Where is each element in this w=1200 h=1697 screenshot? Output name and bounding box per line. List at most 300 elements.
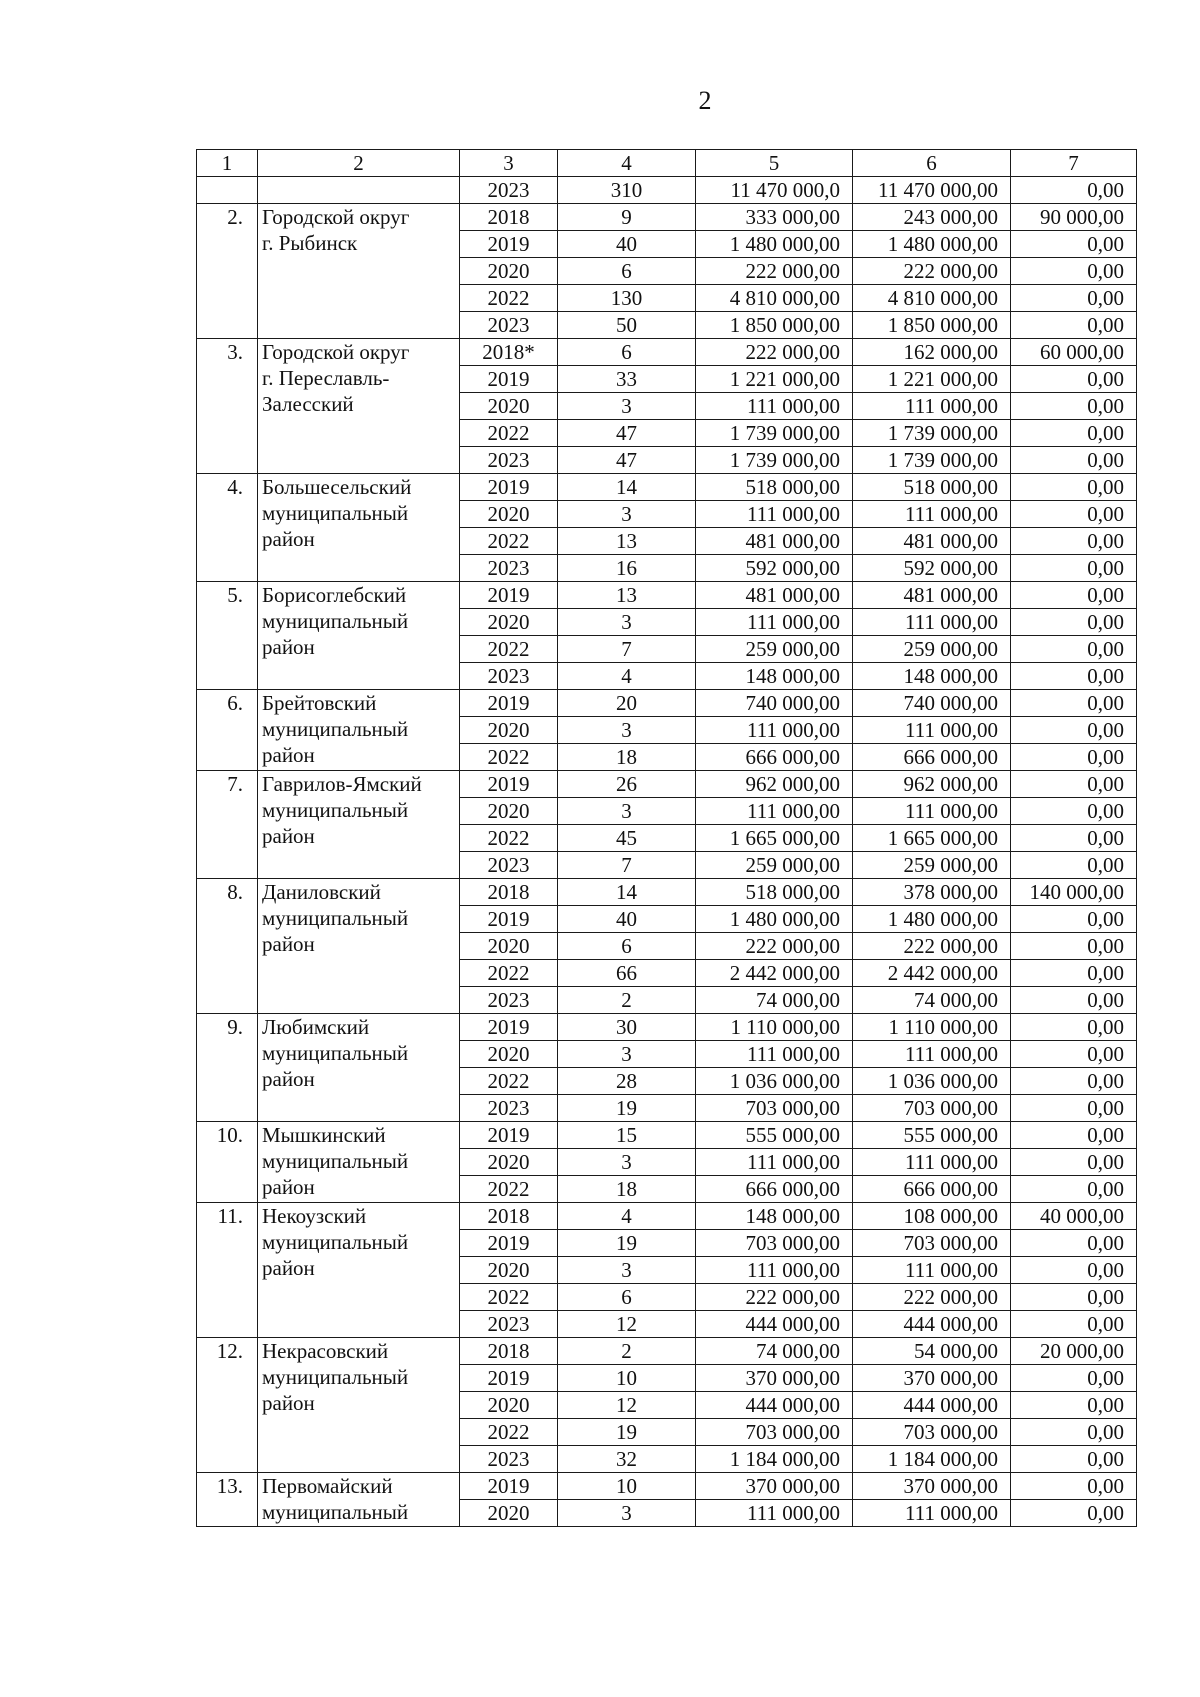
year-cell: 2018 — [460, 879, 558, 906]
count-cell: 40 — [558, 231, 696, 258]
total-amount-cell: 555 000,00 — [696, 1122, 853, 1149]
other-amount-cell: 0,00 — [1011, 177, 1137, 204]
total-amount-cell: 111 000,00 — [696, 1500, 853, 1527]
column-number-row — [197, 150, 1137, 177]
row-number-cell: 10. — [197, 1122, 258, 1203]
other-amount-cell: 0,00 — [1011, 258, 1137, 285]
other-amount-cell: 0,00 — [1011, 609, 1137, 636]
year-cell: 2020 — [460, 1392, 558, 1419]
count-cell: 14 — [558, 474, 696, 501]
table-row — [197, 690, 1137, 717]
count-cell: 310 — [558, 177, 696, 204]
count-cell: 16 — [558, 555, 696, 582]
regional-amount-cell: 259 000,00 — [853, 636, 1011, 663]
total-amount-cell: 444 000,00 — [696, 1392, 853, 1419]
year-cell: 2020 — [460, 933, 558, 960]
year-cell: 2020 — [460, 258, 558, 285]
total-amount-cell: 148 000,00 — [696, 663, 853, 690]
count-cell: 18 — [558, 1176, 696, 1203]
year-cell: 2019 — [460, 582, 558, 609]
other-amount-cell: 0,00 — [1011, 1392, 1137, 1419]
other-amount-cell: 0,00 — [1011, 420, 1137, 447]
count-cell: 47 — [558, 447, 696, 474]
column-number: 4 — [558, 150, 696, 177]
total-amount-cell: 1 110 000,00 — [696, 1014, 853, 1041]
row-number-cell: 13. — [197, 1473, 258, 1527]
municipality-name-cell: Некоузский муниципальный район — [258, 1203, 460, 1338]
year-cell: 2023 — [460, 555, 558, 582]
other-amount-cell: 0,00 — [1011, 1446, 1137, 1473]
other-amount-cell: 0,00 — [1011, 960, 1137, 987]
other-amount-cell: 0,00 — [1011, 825, 1137, 852]
table-row — [197, 771, 1137, 798]
total-amount-cell: 740 000,00 — [696, 690, 853, 717]
total-amount-cell: 111 000,00 — [696, 798, 853, 825]
year-cell: 2022 — [460, 1176, 558, 1203]
regional-amount-cell: 370 000,00 — [853, 1473, 1011, 1500]
regional-amount-cell: 703 000,00 — [853, 1419, 1011, 1446]
regional-amount-cell: 1 480 000,00 — [853, 906, 1011, 933]
year-cell: 2020 — [460, 717, 558, 744]
year-cell: 2022 — [460, 636, 558, 663]
year-cell: 2019 — [460, 1122, 558, 1149]
row-number-cell: 3. — [197, 339, 258, 474]
total-amount-cell: 111 000,00 — [696, 393, 853, 420]
count-cell: 14 — [558, 879, 696, 906]
regional-amount-cell: 1 184 000,00 — [853, 1446, 1011, 1473]
regional-amount-cell: 111 000,00 — [853, 1149, 1011, 1176]
regional-amount-cell: 222 000,00 — [853, 258, 1011, 285]
total-amount-cell: 4 810 000,00 — [696, 285, 853, 312]
other-amount-cell: 0,00 — [1011, 933, 1137, 960]
row-number-cell: 7. — [197, 771, 258, 879]
count-cell: 66 — [558, 960, 696, 987]
total-amount-cell: 222 000,00 — [696, 933, 853, 960]
municipality-name-cell: Некрасовский муниципальный район — [258, 1338, 460, 1473]
regional-amount-cell: 108 000,00 — [853, 1203, 1011, 1230]
regional-amount-cell: 111 000,00 — [853, 393, 1011, 420]
other-amount-cell: 20 000,00 — [1011, 1338, 1137, 1365]
regional-amount-cell: 666 000,00 — [853, 1176, 1011, 1203]
total-amount-cell: 1 184 000,00 — [696, 1446, 853, 1473]
municipality-name-cell: Борисоглебский муниципальный район — [258, 582, 460, 690]
column-number: 1 — [197, 150, 258, 177]
count-cell: 2 — [558, 987, 696, 1014]
row-number-cell: 6. — [197, 690, 258, 771]
other-amount-cell: 0,00 — [1011, 1419, 1137, 1446]
total-amount-cell: 259 000,00 — [696, 852, 853, 879]
count-cell: 7 — [558, 852, 696, 879]
count-cell: 2 — [558, 1338, 696, 1365]
count-cell: 3 — [558, 1257, 696, 1284]
year-cell: 2020 — [460, 1041, 558, 1068]
year-cell: 2023 — [460, 1446, 558, 1473]
other-amount-cell: 0,00 — [1011, 231, 1137, 258]
count-cell: 28 — [558, 1068, 696, 1095]
other-amount-cell: 0,00 — [1011, 1473, 1137, 1500]
regional-amount-cell: 481 000,00 — [853, 582, 1011, 609]
year-cell: 2022 — [460, 528, 558, 555]
regional-amount-cell: 740 000,00 — [853, 690, 1011, 717]
total-amount-cell: 444 000,00 — [696, 1311, 853, 1338]
year-cell: 2022 — [460, 1284, 558, 1311]
count-cell: 130 — [558, 285, 696, 312]
regional-amount-cell: 703 000,00 — [853, 1095, 1011, 1122]
other-amount-cell: 0,00 — [1011, 366, 1137, 393]
regional-amount-cell: 444 000,00 — [853, 1392, 1011, 1419]
table-row — [197, 474, 1137, 501]
count-cell: 40 — [558, 906, 696, 933]
total-amount-cell: 1 850 000,00 — [696, 312, 853, 339]
count-cell: 50 — [558, 312, 696, 339]
year-cell: 2022 — [460, 744, 558, 771]
regional-amount-cell: 444 000,00 — [853, 1311, 1011, 1338]
other-amount-cell: 0,00 — [1011, 528, 1137, 555]
year-cell: 2023 — [460, 852, 558, 879]
count-cell: 47 — [558, 420, 696, 447]
year-cell: 2020 — [460, 609, 558, 636]
total-amount-cell: 2 442 000,00 — [696, 960, 853, 987]
regional-amount-cell: 54 000,00 — [853, 1338, 1011, 1365]
year-cell: 2023 — [460, 312, 558, 339]
year-cell: 2023 — [460, 663, 558, 690]
year-cell: 2022 — [460, 825, 558, 852]
other-amount-cell: 0,00 — [1011, 555, 1137, 582]
total-amount-cell: 518 000,00 — [696, 474, 853, 501]
year-cell: 2022 — [460, 285, 558, 312]
regional-amount-cell: 555 000,00 — [853, 1122, 1011, 1149]
year-cell: 2019 — [460, 1014, 558, 1041]
year-cell: 2022 — [460, 1068, 558, 1095]
year-cell: 2022 — [460, 960, 558, 987]
row-number-cell — [197, 177, 258, 204]
municipality-name-cell: Любимский муниципальный район — [258, 1014, 460, 1122]
table-body — [197, 150, 1137, 1527]
other-amount-cell: 0,00 — [1011, 1068, 1137, 1095]
other-amount-cell: 0,00 — [1011, 636, 1137, 663]
total-amount-cell: 1 480 000,00 — [696, 231, 853, 258]
municipality-name-cell — [258, 177, 460, 204]
regional-amount-cell: 111 000,00 — [853, 798, 1011, 825]
total-amount-cell: 1 665 000,00 — [696, 825, 853, 852]
count-cell: 3 — [558, 1500, 696, 1527]
count-cell: 6 — [558, 339, 696, 366]
other-amount-cell: 0,00 — [1011, 1014, 1137, 1041]
other-amount-cell: 0,00 — [1011, 1176, 1137, 1203]
count-cell: 15 — [558, 1122, 696, 1149]
regional-amount-cell: 378 000,00 — [853, 879, 1011, 906]
table-row — [197, 339, 1137, 366]
total-amount-cell: 111 000,00 — [696, 1149, 853, 1176]
count-cell: 3 — [558, 393, 696, 420]
total-amount-cell: 111 000,00 — [696, 1041, 853, 1068]
count-cell: 33 — [558, 366, 696, 393]
count-cell: 3 — [558, 1041, 696, 1068]
other-amount-cell: 0,00 — [1011, 1230, 1137, 1257]
table-row — [197, 1473, 1137, 1500]
other-amount-cell: 0,00 — [1011, 474, 1137, 501]
total-amount-cell: 481 000,00 — [696, 582, 853, 609]
table-row — [197, 177, 1137, 204]
regional-amount-cell: 2 442 000,00 — [853, 960, 1011, 987]
other-amount-cell: 140 000,00 — [1011, 879, 1137, 906]
column-number: 2 — [258, 150, 460, 177]
count-cell: 32 — [558, 1446, 696, 1473]
regional-amount-cell: 1 036 000,00 — [853, 1068, 1011, 1095]
regional-amount-cell: 1 221 000,00 — [853, 366, 1011, 393]
other-amount-cell: 0,00 — [1011, 1284, 1137, 1311]
other-amount-cell: 0,00 — [1011, 285, 1137, 312]
regional-amount-cell: 666 000,00 — [853, 744, 1011, 771]
regional-amount-cell: 1 480 000,00 — [853, 231, 1011, 258]
regional-amount-cell: 243 000,00 — [853, 204, 1011, 231]
count-cell: 20 — [558, 690, 696, 717]
count-cell: 18 — [558, 744, 696, 771]
regional-amount-cell: 259 000,00 — [853, 852, 1011, 879]
year-cell: 2020 — [460, 798, 558, 825]
year-cell: 2023 — [460, 447, 558, 474]
total-amount-cell: 1 739 000,00 — [696, 420, 853, 447]
total-amount-cell: 111 000,00 — [696, 717, 853, 744]
regional-amount-cell: 111 000,00 — [853, 1257, 1011, 1284]
year-cell: 2019 — [460, 906, 558, 933]
municipality-name-cell: Мышкинский муниципальный район — [258, 1122, 460, 1203]
regional-amount-cell: 111 000,00 — [853, 1041, 1011, 1068]
other-amount-cell: 0,00 — [1011, 1311, 1137, 1338]
year-cell: 2020 — [460, 393, 558, 420]
year-cell: 2023 — [460, 987, 558, 1014]
other-amount-cell: 0,00 — [1011, 1365, 1137, 1392]
count-cell: 6 — [558, 933, 696, 960]
row-number-cell: 11. — [197, 1203, 258, 1338]
year-cell: 2018 — [460, 204, 558, 231]
count-cell: 13 — [558, 582, 696, 609]
total-amount-cell: 1 221 000,00 — [696, 366, 853, 393]
count-cell: 19 — [558, 1419, 696, 1446]
other-amount-cell: 0,00 — [1011, 1500, 1137, 1527]
count-cell: 4 — [558, 1203, 696, 1230]
regional-amount-cell: 481 000,00 — [853, 528, 1011, 555]
regional-amount-cell: 74 000,00 — [853, 987, 1011, 1014]
regional-amount-cell: 111 000,00 — [853, 609, 1011, 636]
column-number: 3 — [460, 150, 558, 177]
row-number-cell: 2. — [197, 204, 258, 339]
year-cell: 2018* — [460, 339, 558, 366]
year-cell: 2020 — [460, 501, 558, 528]
total-amount-cell: 148 000,00 — [696, 1203, 853, 1230]
regional-amount-cell: 1 739 000,00 — [853, 420, 1011, 447]
total-amount-cell: 111 000,00 — [696, 1257, 853, 1284]
regional-amount-cell: 4 810 000,00 — [853, 285, 1011, 312]
total-amount-cell: 11 470 000,0 — [696, 177, 853, 204]
column-number: 5 — [696, 150, 853, 177]
row-number-cell: 5. — [197, 582, 258, 690]
regional-amount-cell: 148 000,00 — [853, 663, 1011, 690]
regional-amount-cell: 703 000,00 — [853, 1230, 1011, 1257]
regional-amount-cell: 592 000,00 — [853, 555, 1011, 582]
total-amount-cell: 703 000,00 — [696, 1095, 853, 1122]
count-cell: 3 — [558, 609, 696, 636]
regional-amount-cell: 370 000,00 — [853, 1365, 1011, 1392]
count-cell: 6 — [558, 258, 696, 285]
row-number-cell: 8. — [197, 879, 258, 1014]
count-cell: 45 — [558, 825, 696, 852]
regional-amount-cell: 162 000,00 — [853, 339, 1011, 366]
total-amount-cell: 74 000,00 — [696, 1338, 853, 1365]
year-cell: 2019 — [460, 474, 558, 501]
municipality-name-cell: Городской округ г. Переславль- Залесский — [258, 339, 460, 474]
table-row — [197, 1122, 1137, 1149]
count-cell: 10 — [558, 1365, 696, 1392]
regional-amount-cell: 1 110 000,00 — [853, 1014, 1011, 1041]
other-amount-cell: 0,00 — [1011, 1095, 1137, 1122]
year-cell: 2020 — [460, 1500, 558, 1527]
other-amount-cell: 40 000,00 — [1011, 1203, 1137, 1230]
row-number-cell: 12. — [197, 1338, 258, 1473]
count-cell: 4 — [558, 663, 696, 690]
count-cell: 10 — [558, 1473, 696, 1500]
total-amount-cell: 111 000,00 — [696, 501, 853, 528]
other-amount-cell: 0,00 — [1011, 1257, 1137, 1284]
regional-amount-cell: 962 000,00 — [853, 771, 1011, 798]
year-cell: 2023 — [460, 1095, 558, 1122]
total-amount-cell: 222 000,00 — [696, 258, 853, 285]
municipality-name-cell: Гаврилов-Ямский муниципальный район — [258, 771, 460, 879]
total-amount-cell: 703 000,00 — [696, 1419, 853, 1446]
regional-amount-cell: 111 000,00 — [853, 1500, 1011, 1527]
table-row — [197, 204, 1137, 231]
count-cell: 19 — [558, 1095, 696, 1122]
year-cell: 2018 — [460, 1338, 558, 1365]
total-amount-cell: 666 000,00 — [696, 744, 853, 771]
count-cell: 9 — [558, 204, 696, 231]
regional-amount-cell: 222 000,00 — [853, 1284, 1011, 1311]
year-cell: 2019 — [460, 1230, 558, 1257]
count-cell: 3 — [558, 501, 696, 528]
table-row — [197, 879, 1137, 906]
count-cell: 26 — [558, 771, 696, 798]
year-cell: 2022 — [460, 1419, 558, 1446]
year-cell: 2022 — [460, 420, 558, 447]
year-cell: 2023 — [460, 177, 558, 204]
column-number: 7 — [1011, 150, 1137, 177]
count-cell: 3 — [558, 717, 696, 744]
other-amount-cell: 0,00 — [1011, 447, 1137, 474]
regional-amount-cell: 1 739 000,00 — [853, 447, 1011, 474]
other-amount-cell: 0,00 — [1011, 1122, 1137, 1149]
regional-amount-cell: 111 000,00 — [853, 501, 1011, 528]
total-amount-cell: 518 000,00 — [696, 879, 853, 906]
municipality-name-cell: Большесельский муниципальный район — [258, 474, 460, 582]
total-amount-cell: 1 036 000,00 — [696, 1068, 853, 1095]
other-amount-cell: 0,00 — [1011, 852, 1137, 879]
row-number-cell: 9. — [197, 1014, 258, 1122]
regional-amount-cell: 11 470 000,00 — [853, 177, 1011, 204]
regional-amount-cell: 222 000,00 — [853, 933, 1011, 960]
other-amount-cell: 0,00 — [1011, 717, 1137, 744]
count-cell: 3 — [558, 1149, 696, 1176]
other-amount-cell: 0,00 — [1011, 582, 1137, 609]
municipality-name-cell: Даниловский муниципальный район — [258, 879, 460, 1014]
other-amount-cell: 60 000,00 — [1011, 339, 1137, 366]
count-cell: 7 — [558, 636, 696, 663]
other-amount-cell: 0,00 — [1011, 987, 1137, 1014]
regional-amount-cell: 111 000,00 — [853, 717, 1011, 744]
total-amount-cell: 666 000,00 — [696, 1176, 853, 1203]
count-cell: 3 — [558, 798, 696, 825]
other-amount-cell: 90 000,00 — [1011, 204, 1137, 231]
year-cell: 2019 — [460, 366, 558, 393]
column-number: 6 — [853, 150, 1011, 177]
year-cell: 2023 — [460, 1311, 558, 1338]
other-amount-cell: 0,00 — [1011, 906, 1137, 933]
total-amount-cell: 1 480 000,00 — [696, 906, 853, 933]
regional-amount-cell: 1 665 000,00 — [853, 825, 1011, 852]
municipality-name-cell: Первомайский муниципальный — [258, 1473, 460, 1527]
total-amount-cell: 481 000,00 — [696, 528, 853, 555]
other-amount-cell: 0,00 — [1011, 798, 1137, 825]
table-row — [197, 1338, 1137, 1365]
other-amount-cell: 0,00 — [1011, 771, 1137, 798]
total-amount-cell: 1 739 000,00 — [696, 447, 853, 474]
total-amount-cell: 111 000,00 — [696, 609, 853, 636]
year-cell: 2019 — [460, 771, 558, 798]
year-cell: 2019 — [460, 231, 558, 258]
year-cell: 2019 — [460, 690, 558, 717]
other-amount-cell: 0,00 — [1011, 501, 1137, 528]
table-row — [197, 582, 1137, 609]
row-number-cell: 4. — [197, 474, 258, 582]
other-amount-cell: 0,00 — [1011, 1149, 1137, 1176]
count-cell: 19 — [558, 1230, 696, 1257]
year-cell: 2018 — [460, 1203, 558, 1230]
year-cell: 2020 — [460, 1257, 558, 1284]
other-amount-cell: 0,00 — [1011, 744, 1137, 771]
count-cell: 6 — [558, 1284, 696, 1311]
other-amount-cell: 0,00 — [1011, 663, 1137, 690]
count-cell: 12 — [558, 1392, 696, 1419]
year-cell: 2019 — [460, 1473, 558, 1500]
other-amount-cell: 0,00 — [1011, 312, 1137, 339]
year-cell: 2020 — [460, 1149, 558, 1176]
count-cell: 13 — [558, 528, 696, 555]
total-amount-cell: 259 000,00 — [696, 636, 853, 663]
regional-amount-cell: 518 000,00 — [853, 474, 1011, 501]
total-amount-cell: 370 000,00 — [696, 1365, 853, 1392]
total-amount-cell: 222 000,00 — [696, 339, 853, 366]
count-cell: 30 — [558, 1014, 696, 1041]
total-amount-cell: 962 000,00 — [696, 771, 853, 798]
allocation-table — [196, 149, 1137, 1527]
count-cell: 12 — [558, 1311, 696, 1338]
table-row — [197, 1014, 1137, 1041]
page-number: 2 — [698, 86, 712, 115]
total-amount-cell: 222 000,00 — [696, 1284, 853, 1311]
total-amount-cell: 333 000,00 — [696, 204, 853, 231]
other-amount-cell: 0,00 — [1011, 690, 1137, 717]
year-cell: 2019 — [460, 1365, 558, 1392]
total-amount-cell: 703 000,00 — [696, 1230, 853, 1257]
total-amount-cell: 592 000,00 — [696, 555, 853, 582]
table-row — [197, 1203, 1137, 1230]
other-amount-cell: 0,00 — [1011, 1041, 1137, 1068]
municipality-name-cell: Городской округ г. Рыбинск — [258, 204, 460, 339]
other-amount-cell: 0,00 — [1011, 393, 1137, 420]
regional-amount-cell: 1 850 000,00 — [853, 312, 1011, 339]
total-amount-cell: 370 000,00 — [696, 1473, 853, 1500]
total-amount-cell: 74 000,00 — [696, 987, 853, 1014]
municipality-name-cell: Брейтовский муниципальный район — [258, 690, 460, 771]
